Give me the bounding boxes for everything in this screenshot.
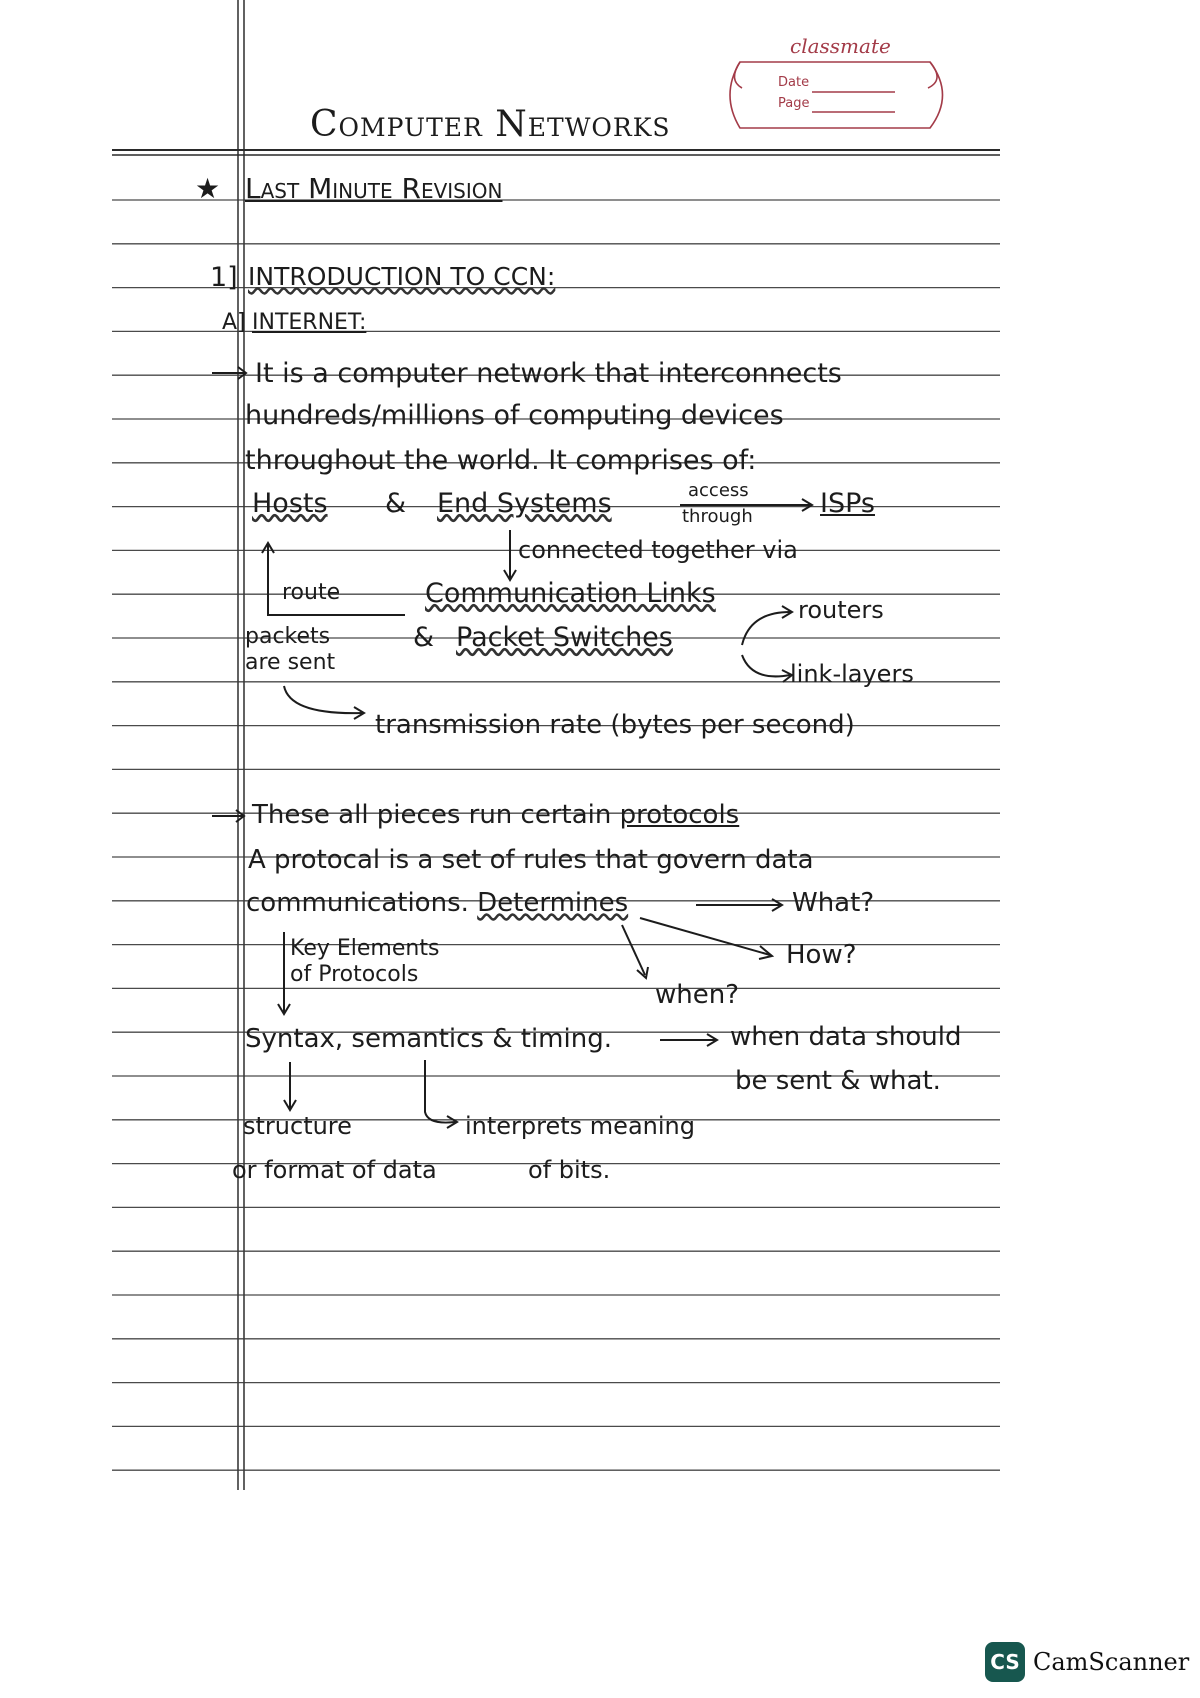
- connected-via-label: connected together via: [518, 536, 798, 564]
- section-heading: INTRODUCTION TO CCN:: [248, 262, 556, 291]
- section-number: 1]: [210, 262, 238, 293]
- amp-1: &: [385, 488, 407, 519]
- interprets-line1: interprets meaning: [465, 1112, 695, 1140]
- subsection-letter: A]: [222, 310, 246, 335]
- brand-scroll: [730, 62, 943, 128]
- page-label: Page: [778, 96, 810, 111]
- when-label: when?: [655, 980, 740, 1010]
- paragraph2-line3-text: communications.: [246, 888, 469, 918]
- packets-label: packets: [245, 624, 331, 649]
- paragraph1-line1: It is a computer network that interconnects: [255, 358, 842, 389]
- paragraph2-line3: [246, 888, 628, 918]
- end-systems-label: End Systems: [437, 488, 612, 519]
- transmission-rate-label: transmission rate (bytes per second): [375, 710, 855, 740]
- what-label: What?: [792, 888, 875, 918]
- key-elements-line2: of Protocols: [290, 962, 419, 987]
- date-label: Date: [778, 75, 810, 90]
- isps-label: ISPs: [820, 488, 875, 519]
- routers-label: routers: [798, 596, 884, 624]
- access-label: access: [688, 480, 749, 501]
- structure-line2: or format of data: [232, 1156, 437, 1184]
- hosts-label: Hosts: [252, 488, 328, 519]
- camscanner-label: CamScanner: [1033, 1648, 1190, 1676]
- star-bullet: ★: [195, 172, 221, 205]
- route-label: route: [282, 580, 341, 605]
- camscanner-logo: CS: [985, 1642, 1025, 1682]
- through-label: through: [682, 506, 753, 527]
- how-label: How?: [786, 940, 857, 970]
- brand-logo: classmate: [790, 34, 891, 58]
- when-data-line1: when data should: [730, 1022, 962, 1052]
- paragraph2-line2: A protocal is a set of rules that govern data: [248, 845, 814, 875]
- key-elements-line1: Key Elements: [290, 936, 440, 961]
- determines-keyword: Determines: [477, 888, 629, 918]
- paragraph2-line1: [252, 800, 739, 830]
- subtitle: Last Minute Revision: [245, 172, 503, 205]
- are-sent-label: are sent: [245, 650, 336, 675]
- subsection-heading: INTERNET:: [252, 310, 367, 335]
- structure-line1: structure: [243, 1112, 352, 1140]
- syntax-label: Syntax, semantics & timing.: [245, 1024, 612, 1054]
- interprets-line2: of bits.: [528, 1156, 611, 1184]
- link-layers-label: link-layers: [790, 660, 914, 688]
- page-title: Computer Networks: [310, 104, 671, 145]
- protocols-keyword: protocols: [619, 800, 740, 830]
- paragraph1-line2: hundreds/millions of computing devices: [245, 400, 784, 431]
- communication-links-label: Communication Links: [425, 578, 716, 609]
- when-data-line2: be sent & what.: [735, 1066, 941, 1096]
- amp-2: &: [413, 622, 435, 653]
- paragraph2-line1-text: These all pieces run certain: [252, 800, 612, 830]
- paragraph1-line3: throughout the world. It comprises of:: [245, 445, 757, 476]
- packet-switches-label: Packet Switches: [456, 622, 673, 653]
